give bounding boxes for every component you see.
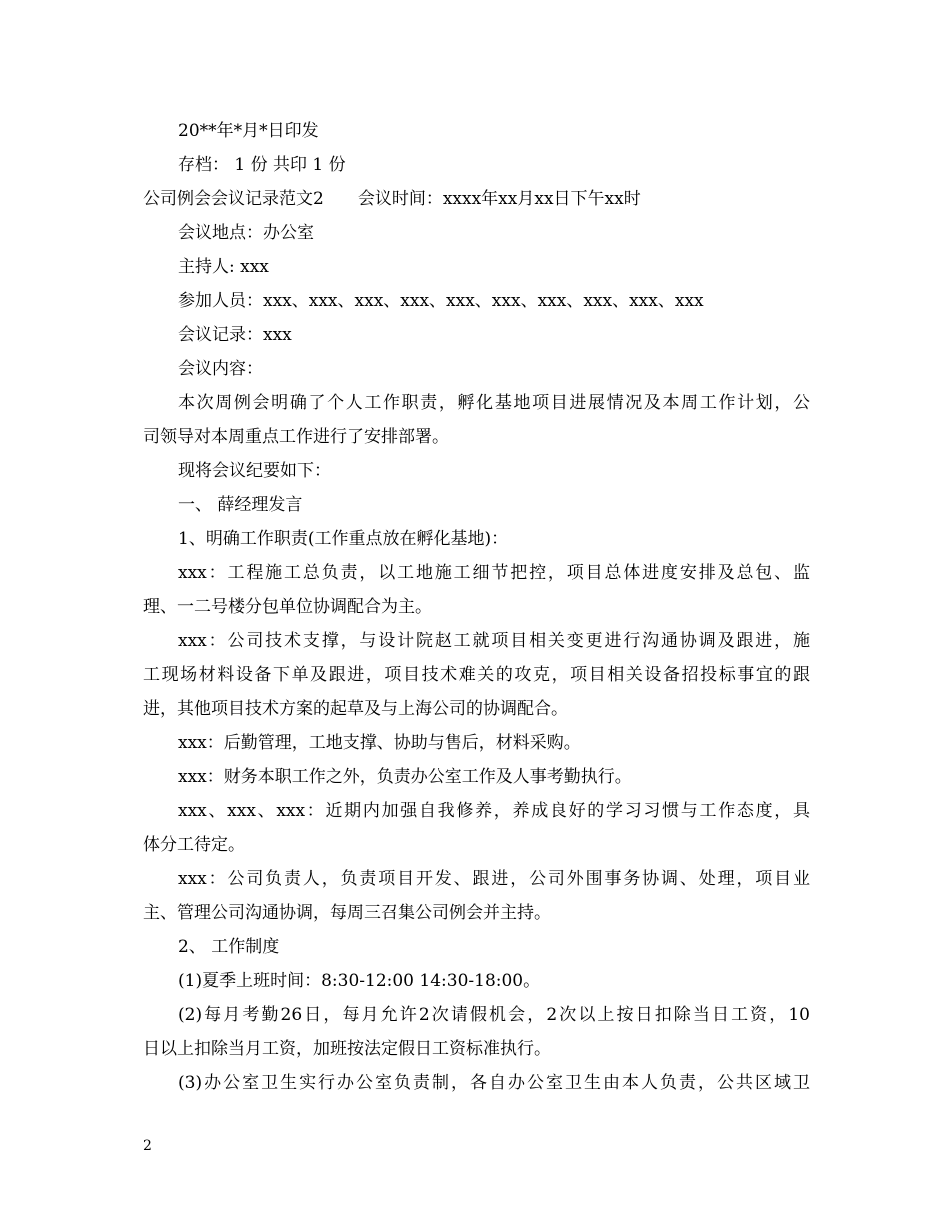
paragraph-line: 主、管理公司沟通协调，每周三召集公司例会并主持。 <box>143 903 551 923</box>
subsection-heading: 1、明确工作职责(工作重点放在孵化基地)： <box>178 529 509 549</box>
meeting-time: 会议时间：xxxx年xx月xx日下午xx时 <box>357 189 641 209</box>
paragraph-line: 理、一二号楼分包单位协调配合为主。 <box>143 597 432 617</box>
paragraph-line: 体分工待定。 <box>143 835 245 855</box>
paragraph-line: (1)夏季上班时间：8:30-12:00 14:30-18:00。 <box>178 971 541 991</box>
meeting-host: 主持人: xxx <box>178 257 269 277</box>
paragraph-line: 本次周例会明确了个人工作职责，孵化基地项目进展情况及本周工作计划，公 <box>178 393 810 413</box>
subsection-heading: 2、 工作制度 <box>178 937 280 957</box>
print-date-line: 20**年*月*日印发 <box>178 121 319 141</box>
paragraph-line: xxx、xxx、xxx：近期内加强自我修养，养成良好的学习习惯与工作态度，具 <box>178 801 810 821</box>
section-heading: 一、 薛经理发言 <box>178 495 303 515</box>
paragraph-line: (3)办公室卫生实行办公室负责制，各自办公室卫生由本人负责，公共区域卫 <box>178 1073 810 1093</box>
paragraph-line: 司领导对本周重点工作进行了安排部署。 <box>143 427 449 447</box>
paragraph-line: 现将会议纪要如下： <box>178 461 331 481</box>
document-title: 公司例会会议记录范文2 <box>143 189 324 209</box>
meeting-content-heading: 会议内容： <box>178 359 263 379</box>
paragraph-line: 工现场材料设备下单及跟进，项目技术难关的攻克，项目相关设备招投标事宜的跟 <box>143 665 810 685</box>
paragraph-line: 进，其他项目技术方案的起草及与上海公司的协调配合。 <box>143 699 568 719</box>
paragraph-line: xxx：公司技术支撑，与设计院赵工就项目相关变更进行沟通协调及跟进，施 <box>178 631 810 651</box>
paragraph-line: xxx：工程施工总负责，以工地施工细节把控，项目总体进度安排及总包、监 <box>178 563 810 583</box>
archive-copies-line: 存档： 1 份 共印 1 份 <box>178 155 346 175</box>
paragraph-line: xxx：公司负责人，负责项目开发、跟进，公司外围事务协调、处理，项目业 <box>178 869 810 889</box>
title-and-time-line <box>143 188 641 210</box>
paragraph-line: 日以上扣除当月工资，加班按法定假日工资标准执行。 <box>143 1039 551 1059</box>
meeting-recorder: 会议记录：xxx <box>178 325 292 345</box>
meeting-attendees: 参加人员：xxx、xxx、xxx、xxx、xxx、xxx、xxx、xxx、xxx、xxx <box>178 291 704 311</box>
paragraph-line: xxx：财务本职工作之外，负责办公室工作及人事考勤执行。 <box>178 767 632 787</box>
paragraph-line: xxx：后勤管理，工地支撑、协助与售后，材料采购。 <box>178 733 581 753</box>
page-number: 2 <box>143 1138 152 1154</box>
paragraph-line: (2)每月考勤26日，每月允许2次请假机会，2次以上按日扣除当日工资，10 <box>178 1005 810 1025</box>
meeting-location: 会议地点：办公室 <box>178 223 314 243</box>
